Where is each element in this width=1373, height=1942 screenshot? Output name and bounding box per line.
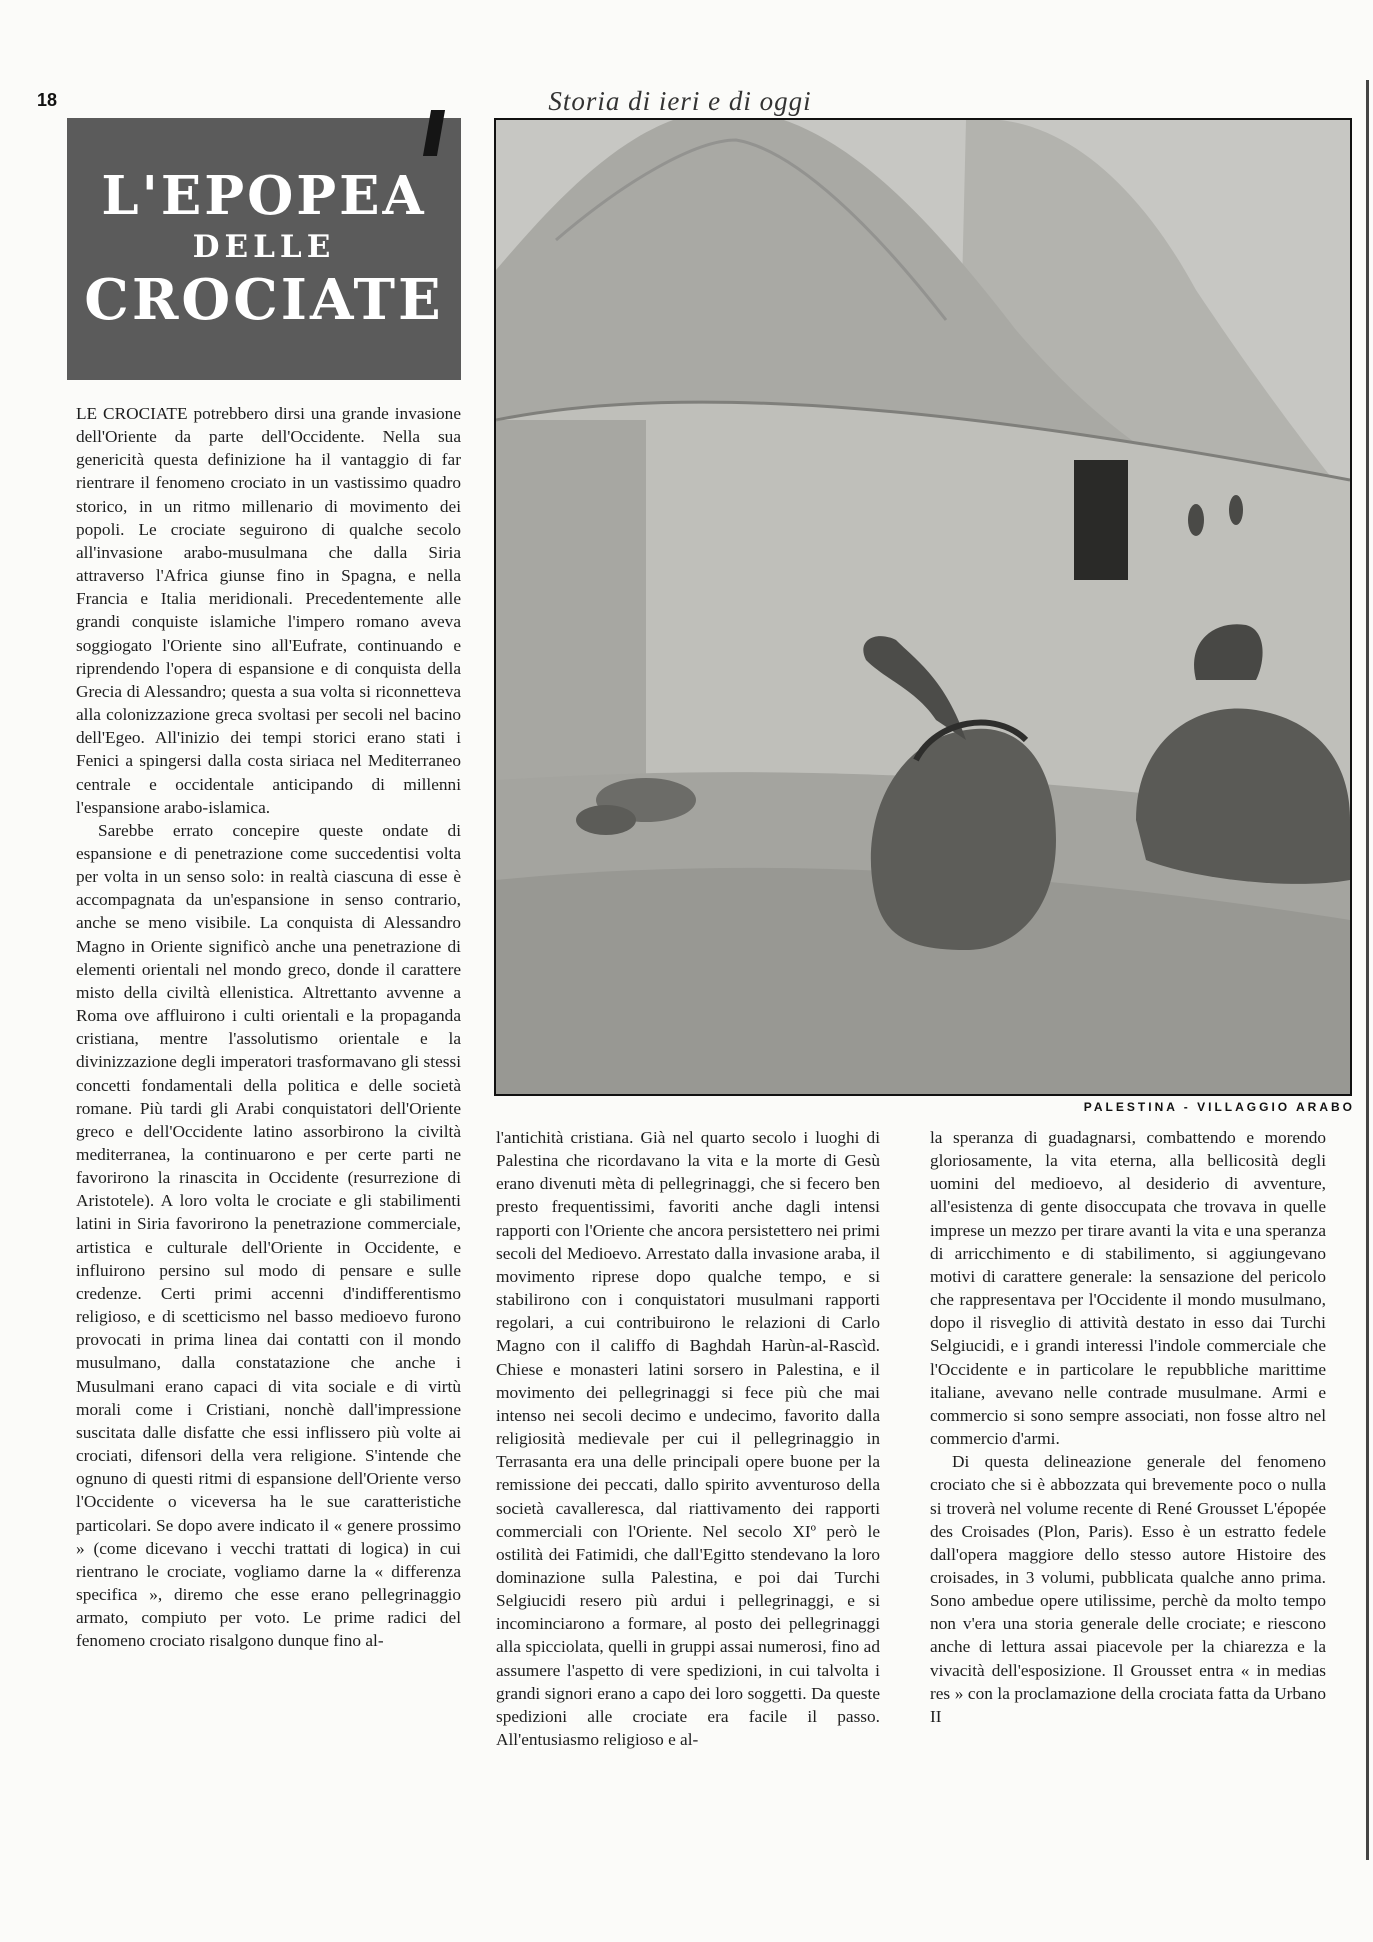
- title-corner-mark: [423, 110, 445, 156]
- title-line-3: CROCIATE: [84, 266, 444, 333]
- paragraph: Di questa delineazione generale del fenomeno crociato che si è abbozzata qui brevemente poco o nulla si troverà nel volume recente di René Grousset L'épopée des Croisades (Plon, Paris). Esso è un estratto fedele dall'opera maggiore dello stesso autore Histoire des croisades, in 3 volumi, pubblicata qualche anno prima. Sono ambedue opere utilissime, perchè da molto tempo non v'era una storia generale delle crociate; e riescono anche di lettura assai piacevole per la chiarezza e la vivacità dell'esposizione. Il Grousset entra « in medias res » con la proclamazione della crociata fatta da Urbano II: [930, 1452, 1326, 1726]
- photo-caption: PALESTINA - VILLAGGIO ARABO: [1083, 1100, 1355, 1114]
- paragraph: Sarebbe errato concepire queste ondate di espansione e di penetrazione come succedentisi volta per volta in un senso solo: in realtà ciascuna di esse è accompagnata da un'espansione in senso contrario, anche se meno visibile. La conquista di Alessandro Magno in Oriente significò anche una penetrazione di elementi orientali nel mondo greco, donde il carattere misto della civiltà ellenistica. Altrettanto avvenne a Roma ove affluirono i culti orientali e la propaganda cristiana, mentre l'assolutismo orientale e la divinizzazione degli imperatori trasformavano gli stessi concetti fondamentali della politica e delle società romane. Più tardi gli Arabi conquistatori dell'Oriente greco e dell'Occidente latino assorbirono la civiltà mediterranea, la continuarono e per certe parti ne favorirono la rinascita in Occidente (resurrezione di Aristotele). A loro volta le crociate e gli stabilimenti latini in Siria favorirono la penetrazione commerciale, artistica e culturale dell'Oriente in Occidente, e influirono persino sul modo di pensare e sulle credenze. Certi primi accenni d'indifferentismo religioso, e di scetticismo nel basso medioevo furono provocati in prima linea dai contatti con il mondo musulmano, dalla constatazione che anche i Musulmani erano capaci di vita sociale e di virtù morali come i Cristiani, nonchè dall'impressione suscitata dalle disfatte che essi inflissero più volte ai crociati, difensori della vera religione. S'intende che ognuno di questi ritmi di espansione dell'Oriente verso l'Occidente o viceversa ha le sue caratteristiche particolari. Se dopo avere indicato il « genere prossimo » (come dicevano i vecchi trattati di logica) in cui rientrano le crociate, vogliamo darne la « differenza specifica », diremo che esse erano pellegrinaggio armato, compiuto per voto. Le prime radici del fenomeno crociato risalgono dunque fino al-: [76, 820, 461, 1651]
- text-column-1: [76, 402, 461, 1652]
- title-line-2: DELLE: [192, 229, 336, 266]
- page-edge-rule: [1366, 80, 1369, 1860]
- photograph-icon: [496, 120, 1350, 1094]
- photograph-arab-village: [494, 118, 1352, 1096]
- paragraph: l'antichità cristiana. Già nel quarto secolo i luoghi di Palestina che ricordavano la vita e la morte di Gesù erano divenuti mèta di pellegrinaggi, che si fecero ben presto frequentissimi, favoriti anche dagli intensi rapporti con l'Oriente che ancora persistettero nei primi secoli del Medioevo. Arrestato dalla invasione araba, il movimento riprese dopo qualche tempo, e si stabilirono con i conquistatori musulmani rapporti regolari, a cui contribuirono le relazioni di Carlo Magno con il califfo di Baghdah Harùn-al-Rascìd. Chiese e monasteri latini sorsero in Palestina, e il movimento dei pellegrinaggi si fece più che mai intenso nei secoli decimo e undecimo, favorito dalla religiosità medievale per cui il pellegrinaggio in Terrasanta era una delle principali opere buone per la remissione dei peccati, dallo spirito avventuroso della società cavalleresca, dal riattivamento dei rapporti commerciali con l'Oriente. Nel secolo XIº però le ostilità dei Fatimidi, che dall'Egitto stendevano la loro dominazione sulla Palestina, e poi dai Turchi Selgiucidi resero più ardui i pellegrinaggi, e si incominciarono a formare, al posto dei pellegrinaggi alla spicciolata, quelli in gruppi assai numerosi, fino ad assumere l'aspetto di vere spedizioni, in cui talvolta i grandi signori erano a capo dei loro soggetti. Da queste spedizioni alle crociate era facile il passo. All'entusiasmo religioso e al-: [496, 1128, 880, 1750]
- title-line-1: L'EPOPEA: [101, 164, 427, 227]
- paragraph: la speranza di guadagnarsi, combattendo e morendo gloriosamente, la vita eterna, alla bellicosità degli uomini del medioevo, al desiderio di avventure, all'esistenza di gente disoccupata che trovava in quelle imprese un mezzo per tirare avanti la vita e una speranza di arricchimento e di stabilimento, si aggiungevano motivi di carattere generale: la sensazione del pericolo che rappresentava per l'Occidente il mondo musulmano, dopo il risveglio di attività destato in esso dai Turchi Selgiucidi, e i grandi interessi l'indole commerciale che l'Occidente e in particolare le repubbliche marittime italiane, avevano nelle contrade musulmane. Armi e commercio si sono sempre associati, non fosse altro nel commercio d'armi.: [930, 1128, 1326, 1449]
- paragraph: LE CROCIATE potrebbero dirsi una grande invasione dell'Oriente da parte dell'Occidente. Nella sua genericità questa definizione ha il vantaggio di far rientrare il fenomeno crociato in un vastissimo quadro storico, in un ritmo millenario di movimento dei popoli. Le crociate seguirono di qualche secolo all'invasione arabo-musulmana che dalla Siria attraverso l'Africa giunse fino in Spagna, e nella Francia e Italia meridionali. Precedentemente alle grandi conquiste islamiche l'impero romano aveva soggiogato l'Oriente sino all'Eufrate, continuando e riprendendo l'opera di espansione e di conquista della Grecia di Alessandro; questa a sua volta si riconnetteva alla colonizzazione greca svoltasi per secoli nel bacino dell'Egeo. All'inizio dei tempi storici erano stati i Fenici a spingersi dalla costa siriaca nel Mediterraneo centrale e occidentale anticipando di millenni l'espansione arabo-islamica.: [76, 404, 461, 817]
- text-column-2: [496, 1126, 880, 1751]
- running-head: Storia di ieri e di oggi: [548, 86, 812, 116]
- text-column-3: [930, 1126, 1326, 1728]
- page-number: 18: [37, 90, 58, 110]
- title-block: [67, 118, 461, 380]
